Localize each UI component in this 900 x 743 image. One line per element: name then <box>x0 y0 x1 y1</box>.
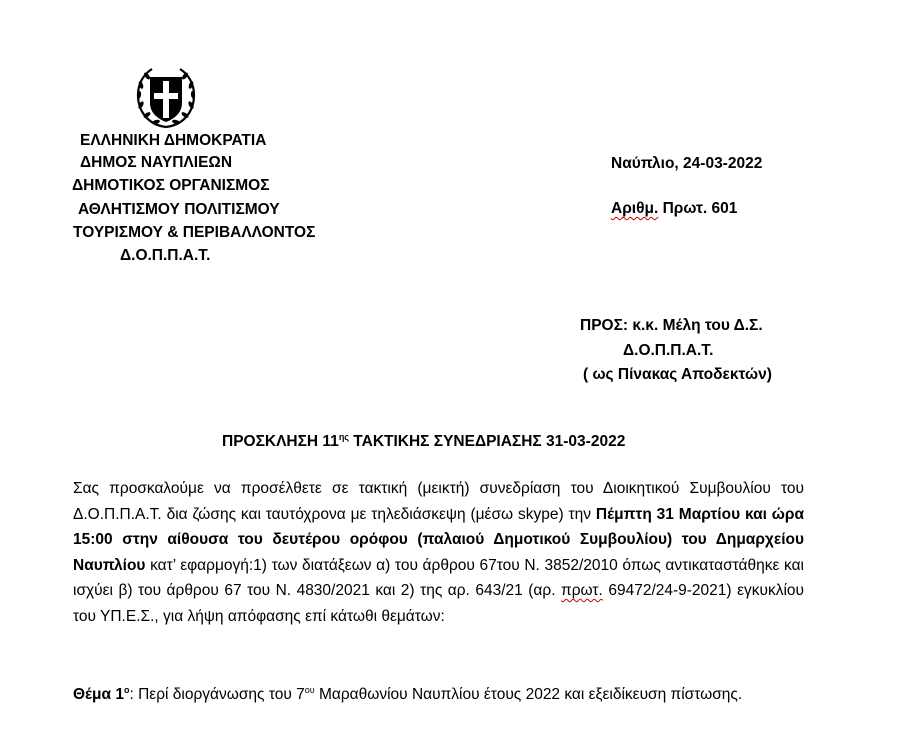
invitation-title <box>222 432 625 451</box>
protocol-label: Αριθμ. <box>611 200 659 217</box>
protocol-text: Πρωτ. 601 <box>658 200 738 217</box>
recipients-line-2: Δ.Ο.Π.Π.Α.Τ. <box>623 342 714 359</box>
theme-label-sup: ο <box>124 684 130 695</box>
theme-text-a: : Περί διοργάνωσης του 7 <box>129 686 305 703</box>
title-post: ΤΑΚΤΙΚΗΣ ΣΥΝΕΔΡΙΑΣΗΣ 31-03-2022 <box>349 433 626 451</box>
body-text-a: Σας προσκαλούμε να προσέλθετε σε τακτική (μεικτή) συνεδρίαση του Διοικητικού Συμβουλίου του Δ.Ο.Π.Π.Α.Τ. δια ζώσης και ταυτόχρονα με τηλεδιάσκεψη (μέσω skype) την <box>73 480 804 523</box>
protocol-number <box>611 200 737 218</box>
theme-text-sup: ου <box>304 684 315 695</box>
meeting-details: Πέμπτη 31 Μαρτίου και ώρα 15:00 στην αίθουσα του δευτέρου ορόφου (παλαιού Δημοτικού Συμβουλίου) του Δημαρχείου Ναυπλίου <box>73 505 804 574</box>
document-date: Ναύπλιο, 24-03-2022 <box>611 155 763 172</box>
agenda-item-1 <box>73 682 804 708</box>
sender-line-5: ΤΟΥΡΙΣΜΟΥ & ΠΕΡΙΒΑΛΛΟΝΤΟΣ <box>73 224 316 241</box>
theme-text-b: Μαραθωνίου Ναυπλίου έτους 2022 και εξειδίκευση πίστωσης. <box>314 686 743 703</box>
coat-of-arms-icon <box>132 65 200 131</box>
invitation-body <box>73 476 804 629</box>
title-sup: ης <box>338 432 349 442</box>
sender-line-4: ΑΘΛΗΤΙΣΜΟΥ ΠΟΛΙΤΙΣΜΟΥ <box>78 201 280 218</box>
sender-line-1: ΕΛΛΗΝΙΚΗ ΔΗΜΟΚΡΑΤΙΑ <box>80 132 267 149</box>
body-text-b: κατ’ εφαρμογή:1) των διατάξεων α) του άρθρου 67του Ν. 3852/2010 όπως αντικαταστάθηκε και ισχύει β) του άρθρου 67 του Ν. 4830/2021 και 2) της αρ. 643/21 (αρ. <box>73 556 804 599</box>
recipients-line-3: ( ως Πίνακας Αποδεκτών) <box>583 366 772 383</box>
body-squiggle-word: πρωτ. <box>561 582 603 599</box>
sender-line-6: Δ.Ο.Π.Π.Α.Τ. <box>120 247 211 264</box>
title-pre: ΠΡΟΣΚΛΗΣΗ 11 <box>222 433 339 451</box>
recipients-line-1: ΠΡΟΣ: κ.κ. Μέλη του Δ.Σ. <box>580 317 763 334</box>
body-text-c: 69472/24-9-2021) εγκυκλίου του ΥΠ.Ε.Σ., για λήψη απόφασης επί κάτωθι θεμάτων: <box>73 582 804 625</box>
sender-line-3: ΔΗΜΟΤΙΚΟΣ ΟΡΓΑΝΙΣΜΟΣ <box>72 177 270 194</box>
theme-label <box>73 686 130 703</box>
sender-line-2: ΔΗΜΟΣ ΝΑΥΠΛΙΕΩΝ <box>80 154 233 171</box>
theme-label-text: Θέμα 1 <box>73 686 124 703</box>
